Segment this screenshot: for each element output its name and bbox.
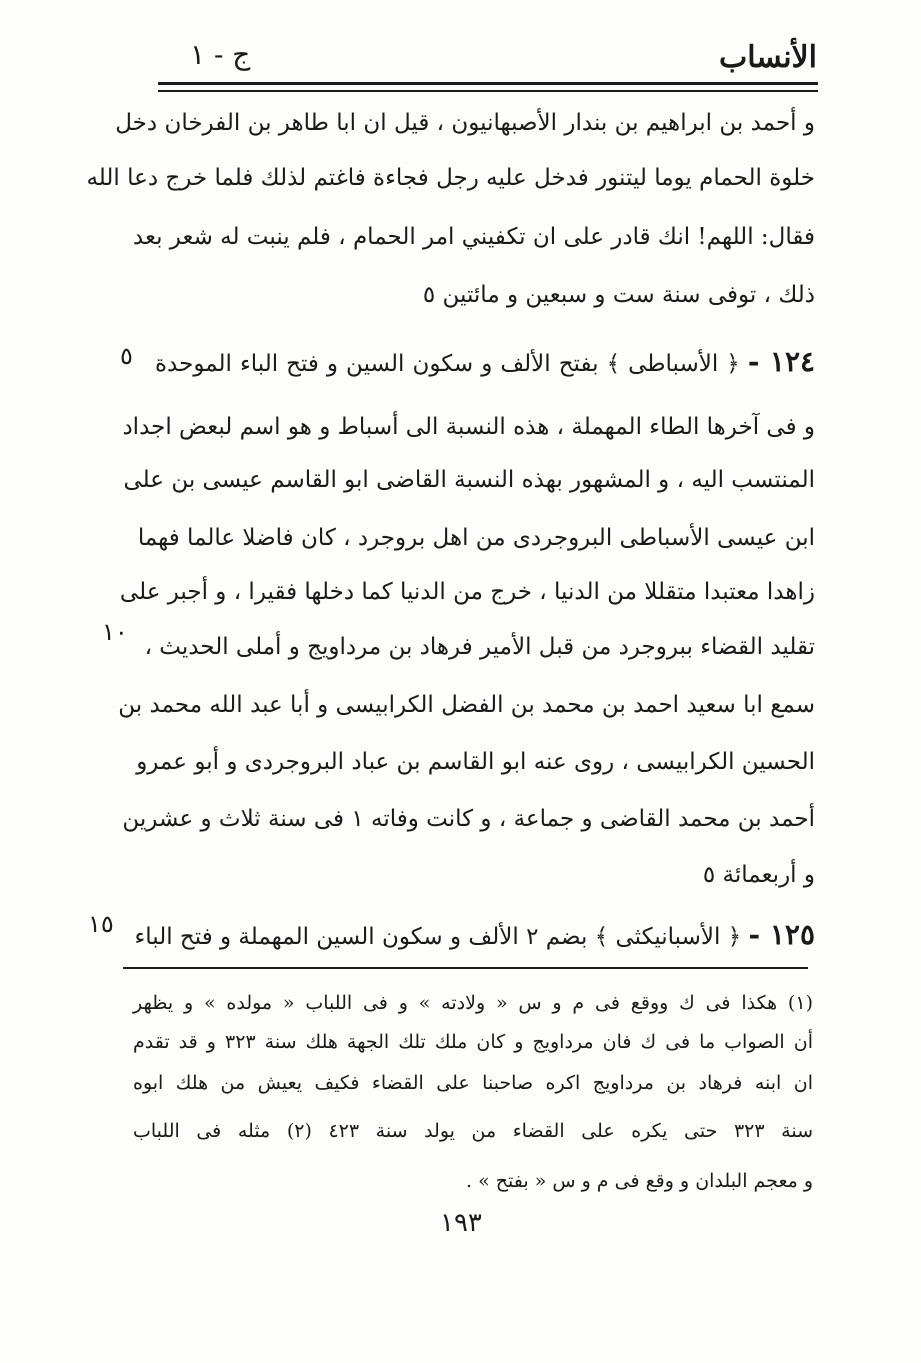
body-line-9: زاهدا معتبدا متقللا من الدنيا ، خرج من الدنيا كما دخلها فقيرا ، و أجبر على <box>119 579 815 605</box>
page-number: ١٩٣ <box>440 1208 482 1238</box>
entry-number: ١٢٤ - <box>747 345 816 378</box>
entry-number: ١٢٥ - <box>748 918 815 951</box>
body-line-3: فقال: اللهم! انك قادر على ان تكفيني امر الحمام ، فلم ينبت له شعر بعد <box>132 224 815 250</box>
entry-125-first-line <box>134 918 815 952</box>
footnote-line-2: أن الصواب ما فى ك فان مرداويج و كان ملك تلك الجهة هلك سنة ٣٢٣ و قد تقدم <box>133 1031 813 1053</box>
volume-label: ج - ١ <box>190 38 251 71</box>
entry-text: بضم ٢ الألف و سكون السين المهملة و فتح الباء <box>134 924 588 950</box>
body-line-4: ذلك ، توفى سنة ست و سبعين و مائتين ٥ <box>422 282 815 308</box>
body-line-12: الحسين الكرابيسى ، روى عنه ابو القاسم بن عباد البروجردى و أبو عمرو <box>136 749 815 775</box>
footnote-line-1: (١) هكذا فى ك ووقع فى م و س « ولادته » و فى اللباب « مولده » و يظهر <box>133 992 813 1014</box>
margin-line-number-5: ٥ <box>120 342 133 370</box>
body-line-13: أحمد بن محمد القاضى و جماعة ، و كانت وفاته ١ فى سنة ثلاث و عشرين <box>122 806 815 832</box>
body-line-8: ابن عيسى الأسباطى البروجردى من اهل بروجرد ، كان فاضلا عالما فهما <box>137 525 815 551</box>
body-line-11: سمع ابا سعيد احمد بن محمد بن الفضل الكرابيسى و أبا عبد الله محمد بن <box>118 692 815 718</box>
entry-keyword: ﴿ الأسبانيكثى ﴾ <box>594 924 742 950</box>
footnote-line-3: ان ابنه فرهاد بن مرداويج اكره صاحبنا على القضاء فكيف يعيش من هلك ابوه <box>133 1072 813 1094</box>
header-rule <box>158 82 818 85</box>
entry-keyword: ﴿ الأسباطى ﴾ <box>606 351 740 377</box>
header-rule-secondary <box>158 90 818 92</box>
body-line-14: و أربعمائة ٥ <box>702 862 815 888</box>
running-title: الأنساب <box>719 40 817 75</box>
body-line-6: و فى آخرها الطاء المهملة ، هذه النسبة الى أسباط و هو اسم لبعض اجداد <box>122 414 815 440</box>
body-line-1: و أحمد بن ابراهيم بن بندار الأصبهانيون ، قيل ان ابا طاهر بن الفرخان دخل <box>115 110 815 136</box>
footnote-line-5: و معجم البلدان و وقع فى م و س « بفتح » . <box>466 1170 813 1192</box>
margin-line-number-10: ١٠ <box>102 618 128 646</box>
body-line-10: تقليد القضاء ببروجرد من قبل الأمير فرهاد بن مرداويج و أملى الحديث ، <box>144 634 815 660</box>
body-line-2: خلوة الحمام يوما ليتنور فدخل عليه رجل فجاءة فاغتم لذلك فلما خرج دعا الله <box>86 165 815 191</box>
body-line-7: المنتسب اليه ، و المشهور بهذه النسبة القاضى ابو القاسم عيسى بن على <box>123 467 815 493</box>
entry-124-first-line <box>155 347 815 379</box>
footnote-rule <box>123 967 808 969</box>
footnote-line-4: سنة ٣٢٣ حتى يكره على القضاء من يولد سنة ٤٢٣ (٢) مثله فى اللباب <box>133 1120 813 1142</box>
entry-text: بفتح الألف و سكون السين و فتح الباء الموحدة <box>155 351 599 377</box>
margin-line-number-15: ١٥ <box>88 910 114 938</box>
